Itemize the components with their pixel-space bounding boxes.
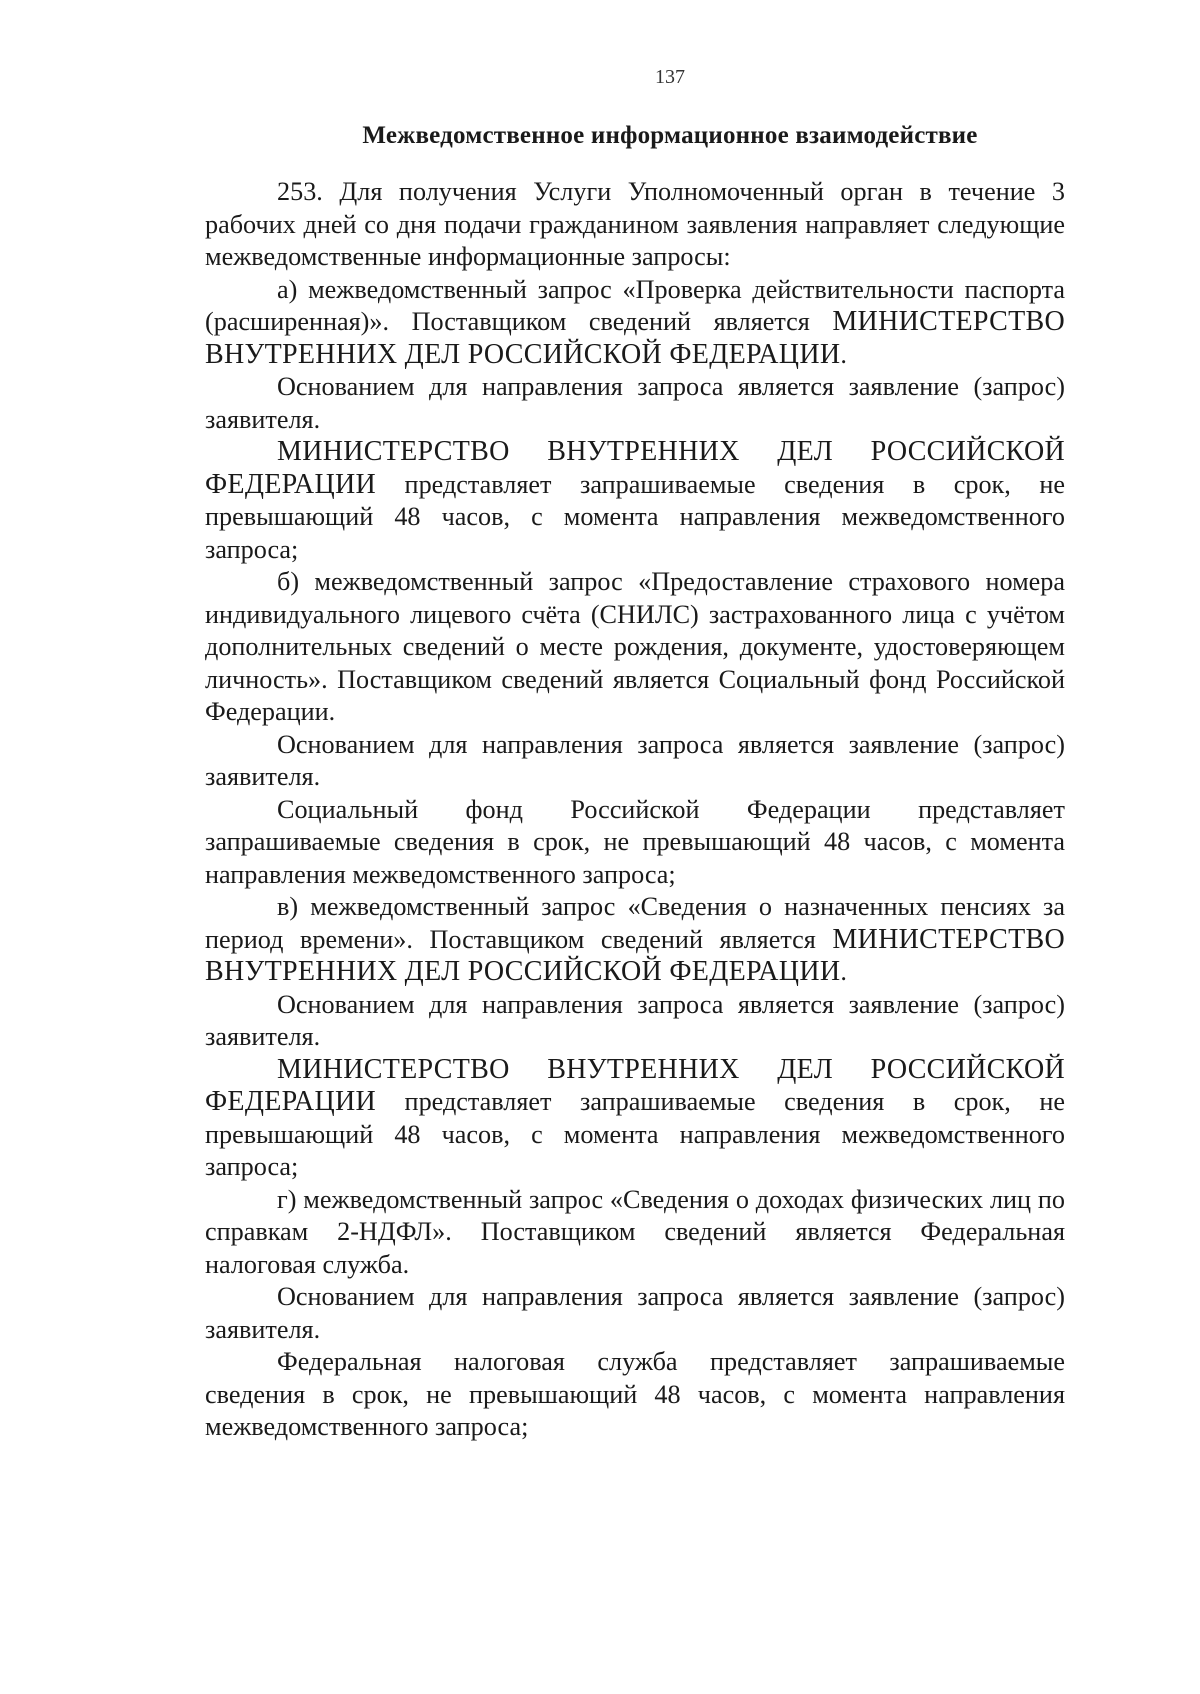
item-v-end: . [840, 957, 847, 986]
section-heading: Межведомственное информационное взаимодействие [362, 122, 978, 149]
paragraph-item-b: б) межведомственный запрос «Предоставление страхового номера индивидуального лицевого счёта (СНИЛС) застрахованного лица с учётом дополнительных сведений о месте рождения, документе, удостоверяющем личность». Поставщиком сведений является Социальный фонд Российской Федерации. [205, 567, 1065, 726]
paragraph-item-g-response: Федеральная налоговая служба представляет запрашиваемые сведения в срок, не превышающий 48 часов, с момента направления межведомственного запроса; [205, 1347, 1065, 1441]
item-v-provider: МИНИСТЕРСТВО ВНУТРЕННИХ ДЕЛ РОССИЙСКОЙ ФЕДЕРАЦИИ [205, 923, 1065, 987]
item-v-response-text: представляет запрашиваемые сведения в срок, не превышающий 48 часов, с момента направления межведомственного запроса; [205, 1087, 1065, 1181]
paragraph-item-v-response [205, 1054, 1065, 1184]
paragraph-item-v [205, 891, 1065, 989]
paragraph-item-a [205, 274, 1065, 372]
item-v-response-provider: МИНИСТЕРСТВО ВНУТРЕННИХ ДЕЛ РОССИЙСКОЙ ФЕДЕРАЦИИ [205, 1053, 1065, 1117]
item-a-response-provider: МИНИСТЕРСТВО ВНУТРЕННИХ ДЕЛ РОССИЙСКОЙ ФЕДЕРАЦИИ [205, 436, 1065, 500]
paragraph-item-b-response: Социальный фонд Российской Федерации представляет запрашиваемые сведения в срок, не превышающий 48 часов, с момента направления межведомственного запроса; [205, 794, 1065, 889]
paragraph-item-a-response [205, 436, 1065, 566]
paragraph-item-g-basis: Основанием для направления запроса является заявление (запрос) заявителя. [205, 1282, 1065, 1344]
item-a-response-text: представляет запрашиваемые сведения в срок, не превышающий 48 часов, с момента направления межведомственного запроса; [205, 469, 1065, 564]
item-a-provider: МИНИСТЕРСТВО ВНУТРЕННИХ ДЕЛ РОССИЙСКОЙ ФЕДЕРАЦИИ [205, 306, 1065, 370]
paragraph-intro: 253. Для получения Услуги Уполномоченный орган в течение 3 рабочих дней со дня подачи гражданином заявления направляет следующие межведомственные информационные запросы: [205, 177, 1065, 271]
paragraph-item-a-basis: Основанием для направления запроса является заявление (запрос) заявителя. [205, 372, 1065, 434]
paragraph-item-b-basis: Основанием для направления запроса является заявление (запрос) заявителя. [205, 729, 1065, 791]
item-a-end: . [840, 339, 847, 369]
paragraph-item-g: г) межведомственный запрос «Сведения о доходах физических лиц по справкам 2-НДФЛ». Поставщиком сведений является Федеральная налоговая служба. [205, 1184, 1065, 1279]
paragraph-item-v-basis: Основанием для направления запроса является заявление (запрос) заявителя. [205, 989, 1065, 1051]
item-a-text: а) межведомственный запрос «Проверка действительности паспорта (расширенная)». Поставщиком сведений является [205, 274, 1065, 336]
document-body [205, 176, 1065, 1444]
item-v-text: в) межведомственный запрос «Сведения о назначенных пенсиях за период времени». Поставщиком сведений является [205, 892, 1065, 954]
page-number: 137 [655, 66, 685, 88]
